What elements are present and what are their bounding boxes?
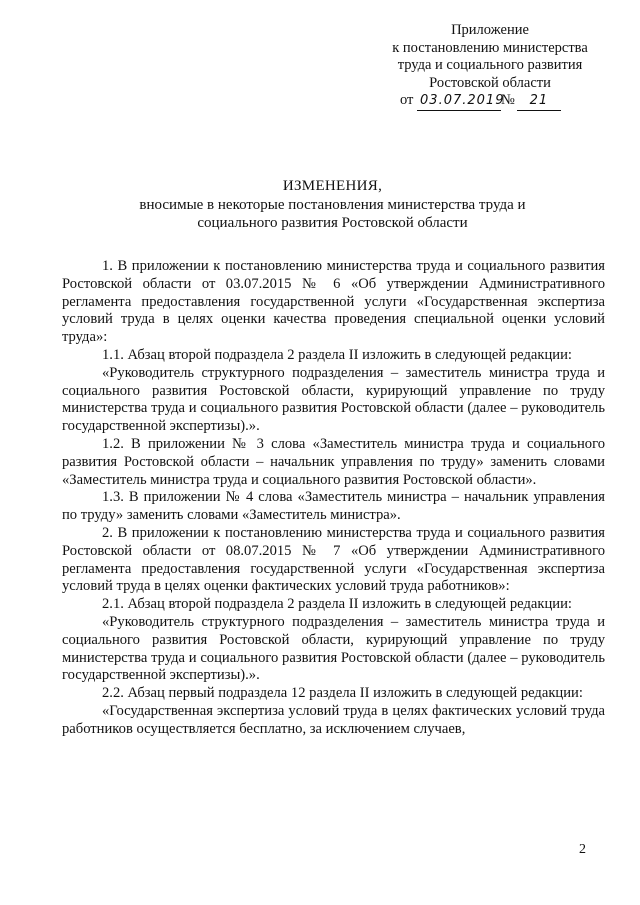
number-sign: № — [501, 92, 515, 108]
handwritten-date: 03.07.2019 — [417, 92, 501, 111]
header-resolution-line: к постановлению министерства — [392, 39, 588, 56]
paragraph-1: 1. В приложении к постановлению министерства труда и социального развития Ростовской области от 03.07.2015 № 6 «Об утверждении Административного регламента предоставления государственной услуги «Государственная экспертиза условий труда в целях оценки качества проведения специальной оценки условий труда»: — [62, 258, 605, 346]
document-title: ИЗМЕНЕНИЯ, — [282, 178, 383, 194]
paragraph-2-2: 2.2. Абзац первый подраздела 12 раздела II изложить в следующей редакции: — [102, 685, 583, 702]
paragraph-quote-3: «Государственная экспертиза условий труда в целях фактических условий труда работников осуществляется бесплатно, за исключением случаев, — [62, 702, 605, 737]
paragraph-quote-1: «Руководитель структурного подразделения – заместитель министра труда и социального развития Ростовской области, курирующий управление по труду министерства труда и социального развития Ростовской области (далее – руководитель государственной экспертизы).». — [62, 364, 605, 435]
approval-header — [362, 22, 618, 111]
document-subtitle-line1: вносимые в некоторые постановления министерства труда и — [139, 197, 526, 213]
header-date-line — [362, 92, 618, 111]
paragraph-1-2: 1.2. В приложении № 3 слова «Заместитель министра труда и социального развития Ростовской области – начальник управления по труду» заменить словами «Заместитель министра труда и социального развития Ростовской области». — [62, 435, 605, 488]
paragraph-1-3: 1.3. В приложении № 4 слова «Заместитель министра – начальник управления по труду» заменить словами «Заместитель министра». — [62, 489, 605, 524]
paragraph-2: 2. В приложении к постановлению министерства труда и социального развития Ростовской области от 08.07.2015 № 7 «Об утверждении Административного регламента предоставления государственной услуги «Государственная экспертиза условий труда в целях оценки фактических условий труда работников»: — [62, 524, 605, 595]
paragraph-1-1: 1.1. Абзац второй подраздела 2 раздела II изложить в следующей редакции: — [102, 346, 572, 363]
date-prefix: от — [400, 92, 414, 108]
header-appendix-label: Приложение — [451, 22, 529, 38]
paragraph-quote-2: «Руководитель структурного подразделения – заместитель министра труда и социального развития Ростовской области, курирующий управление по труду министерства труда и социального развития Ростовской области (далее – руководитель государственной экспертизы).». — [62, 613, 605, 684]
document-subtitle-line2: социального развития Ростовской области — [197, 215, 468, 231]
document-body — [62, 258, 605, 739]
page-number: 2 — [579, 842, 586, 857]
paragraph-2-1: 2.1. Абзац второй подраздела 2 раздела II изложить в следующей редакции: — [102, 596, 572, 613]
header-ministry-line: труда и социального развития — [397, 57, 583, 73]
header-region-line: Ростовской области — [429, 74, 551, 91]
handwritten-number: 21 — [517, 92, 561, 111]
